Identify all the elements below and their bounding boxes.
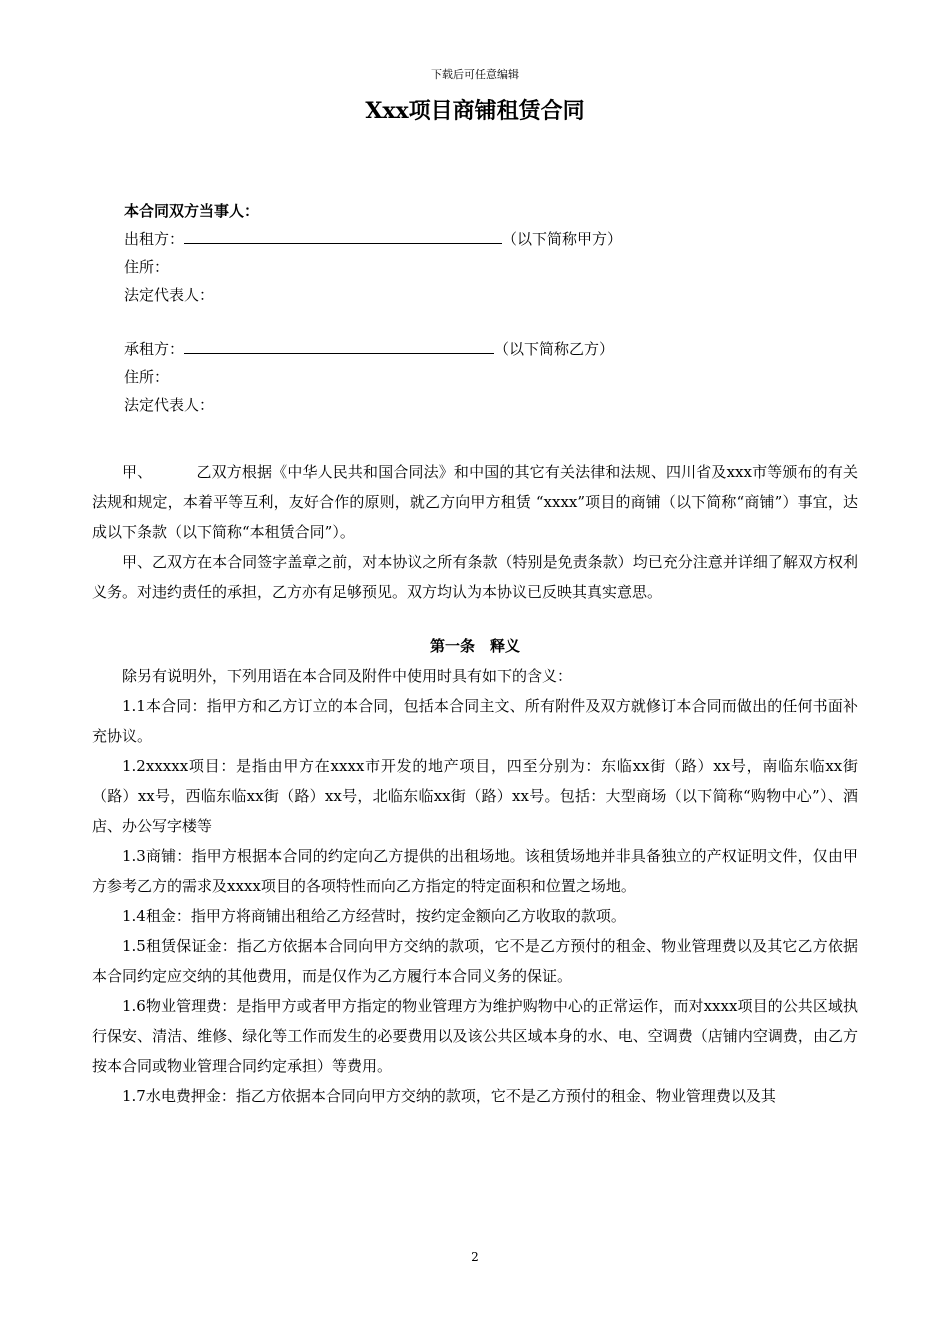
definition-item: 1.6物业管理费：是指甲方或者甲方指定的物业管理方为维护购物中心的正常运作，而对xxxx项目的公共区域执行保安、清洁、维修、绿化等工作而发生的必要费用以及该公共区域本身的水、电、空调费（店铺内空调费，由乙方按本合同或物业管理合同约定承担）等费用。 xyxy=(92,997,858,1075)
parties-section xyxy=(124,197,844,419)
definition-item: 1.4租金：指甲方将商铺出租给乙方经营时，按约定金额向乙方收取的款项。 xyxy=(122,907,626,925)
lessee-suffix: （以下简称乙方） xyxy=(494,340,615,358)
preamble-start: 甲、 xyxy=(122,463,153,481)
contract-body xyxy=(92,457,858,1111)
document-title: Xxx项目商铺租赁合同 xyxy=(365,98,585,124)
definition-item: 1.1本合同：指甲方和乙方订立的本合同，包括本合同主文、所有附件及双方就修订本合同而做出的任何书面补充协议。 xyxy=(92,697,858,745)
definition-item: 1.2xxxxx项目：是指由甲方在xxxx市开发的地产项目，四至分别为：东临xx街（路）xx号，南临东临xx街（路）xx号，西临东临xx街（路）xx号，北临东临xx街（路）xx号。包括：大型商场（以下简称“购物中心”）、酒店、办公写字楼等 xyxy=(92,757,858,835)
lessor-name-blank[interactable] xyxy=(184,227,502,244)
parties-heading: 本合同双方当事人： xyxy=(124,202,260,220)
lessee-line xyxy=(124,335,844,363)
lessor-representative-label: 法定代表人： xyxy=(124,286,215,304)
lessor-suffix: （以下简称甲方） xyxy=(502,230,623,248)
page-number: 2 xyxy=(471,1250,479,1264)
article-1-intro: 除另有说明外，下列用语在本合同及附件中使用时具有如下的含义： xyxy=(122,667,573,685)
lessee-name-blank[interactable] xyxy=(184,337,494,354)
lessor-address-label: 住所： xyxy=(124,258,170,276)
lessee-address-label: 住所： xyxy=(124,368,170,386)
lessor-line xyxy=(124,225,844,253)
lessee-representative-label: 法定代表人： xyxy=(124,396,215,414)
preamble-rest: 乙双方根据《中华人民共和国合同法》和中国的其它有关法律和法规、四川省及xxx市等颁布的有关法规和规定，本着平等互利，友好合作的原则，就乙方向甲方租赁 “xxxx”项目的商铺（以下简称“商铺”）事宜，达成以下条款（以下简称“本租赁合同”）。 xyxy=(92,463,858,541)
preamble-paragraph-1 xyxy=(92,457,858,547)
lessee-label: 承租方： xyxy=(124,340,185,358)
header-note: 下载后可任意编辑 xyxy=(431,68,519,81)
definition-item: 1.5租赁保证金：指乙方依据本合同向甲方交纳的款项，它不是乙方预付的租金、物业管理费以及其它乙方依据本合同约定应交纳的其他费用，而是仅作为乙方履行本合同义务的保证。 xyxy=(92,937,858,985)
definition-item: 1.7水电费押金：指乙方依据本合同向甲方交纳的款项，它不是乙方预付的租金、物业管理费以及其 xyxy=(122,1087,776,1105)
article-1-title: 第一条 释义 xyxy=(429,637,520,655)
definition-item: 1.3商铺：指甲方根据本合同的约定向乙方提供的出租场地。该租赁场地并非具备独立的产权证明文件，仅由甲方参考乙方的需求及xxxx项目的各项特性而向乙方指定的特定面积和位置之场地。 xyxy=(92,847,858,895)
lessor-label: 出租方： xyxy=(124,230,185,248)
preamble-paragraph-2: 甲、乙双方在本合同签字盖章之前，对本协议之所有条款（特别是免责条款）均已充分注意并详细了解双方权利义务。对违约责任的承担，乙方亦有足够预见。双方均认为本协议已反映其真实意思。 xyxy=(92,553,858,601)
